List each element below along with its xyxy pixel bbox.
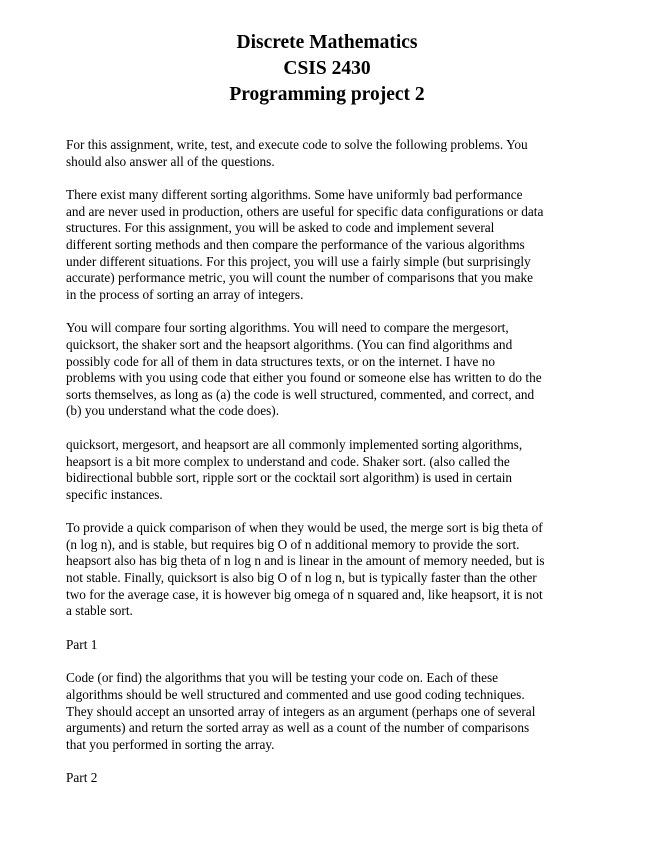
paragraph-line: There exist many different sorting algorithms. Some have uniformly bad performance xyxy=(66,187,523,203)
paragraph-line: that you performed in sorting the array. xyxy=(66,736,275,752)
paragraph-line: sorts themselves, as long as (a) the code is well structured, commented, and correct, and xyxy=(66,386,535,402)
document-title xyxy=(66,30,588,108)
paragraph-line: structures. For this assignment, you will be asked to code and implement several xyxy=(66,220,495,236)
paragraph-line: bidirectional bubble sort, ripple sort or the cocktail sort algorithm) is used in certain xyxy=(66,470,513,486)
paragraph-four-algorithms xyxy=(66,320,588,420)
paragraph-line: For this assignment, write, test, and execute code to solve the following problems. You xyxy=(66,137,528,152)
paragraph-line: under different situations. For this project, you will use a fairly simple (but surprisingly xyxy=(66,253,531,269)
paragraph-line: heapsort also has big theta of n log n and is linear in the amount of memory needed, but is xyxy=(66,553,545,569)
paragraph-common-algorithms xyxy=(66,437,588,503)
paragraph-line: They should accept an unsorted array of integers as an argument (perhaps one of several xyxy=(66,703,536,719)
paragraph-line: (b) you understand what the code does). xyxy=(66,403,280,419)
paragraph-line: You will compare four sorting algorithms. You will need to compare the mergesort, xyxy=(66,320,509,336)
title-line-course-code: CSIS 2430 xyxy=(283,58,371,79)
paragraph-line: a stable sort. xyxy=(66,603,133,619)
paragraph-line: should also answer all of the questions. xyxy=(66,153,275,169)
paragraph-line: Code (or find) the algorithms that you will be testing your code on. Each of these xyxy=(66,670,499,686)
paragraph-line: To provide a quick comparison of when they would be used, the merge sort is big theta of xyxy=(66,520,543,536)
paragraph-complexity-comparison xyxy=(66,520,588,620)
paragraph-line: in the process of sorting an array of integers. xyxy=(66,286,304,302)
title-line-course: Discrete Mathematics xyxy=(236,32,418,53)
paragraph-line: quicksort, mergesort, and heapsort are all commonly implemented sorting algorithms, xyxy=(66,436,523,452)
paragraph-part-1 xyxy=(66,670,588,753)
paragraph-line: quicksort, the shaker sort and the heapsort algorithms. (You can find algorithms and xyxy=(66,336,513,352)
paragraph-sorting-overview xyxy=(66,187,588,303)
paragraph-line: heapsort is a bit more complex to understand and code. Shaker sort. (also called the xyxy=(66,453,510,469)
paragraph-line: (n log n), and is stable, but requires big O of n additional memory to provide the sort. xyxy=(66,536,520,552)
paragraph-intro xyxy=(66,137,588,170)
title-line-project: Programming project 2 xyxy=(229,84,425,105)
paragraph-line: and are never used in production, others are useful for specific data configurations or data xyxy=(66,203,544,219)
paragraph-line: algorithms should be well structured and commented and use good coding techniques. xyxy=(66,687,525,703)
paragraph-line: accurate) performance metric, you will count the number of comparisons that you make xyxy=(66,270,534,286)
part-2-heading: Part 2 xyxy=(66,770,98,786)
part-1-heading: Part 1 xyxy=(66,636,98,652)
paragraph-line: not stable. Finally, quicksort is also big O of n log n, but is typically faster than the other xyxy=(66,570,537,586)
paragraph-line: specific instances. xyxy=(66,486,163,502)
paragraph-line: problems with you using code that either you found or someone else has written to do the xyxy=(66,370,542,386)
paragraph-line: possibly code for all of them in data structures texts, or on the internet. I have no xyxy=(66,353,496,369)
paragraph-line: arguments) and return the sorted array as well as a count of the number of comparisons xyxy=(66,720,530,736)
paragraph-line: two for the average case, it is however big omega of n squared and, like heapsort, it is not xyxy=(66,586,543,602)
paragraph-line: different sorting methods and then compare the performance of the various algorithms xyxy=(66,236,525,252)
